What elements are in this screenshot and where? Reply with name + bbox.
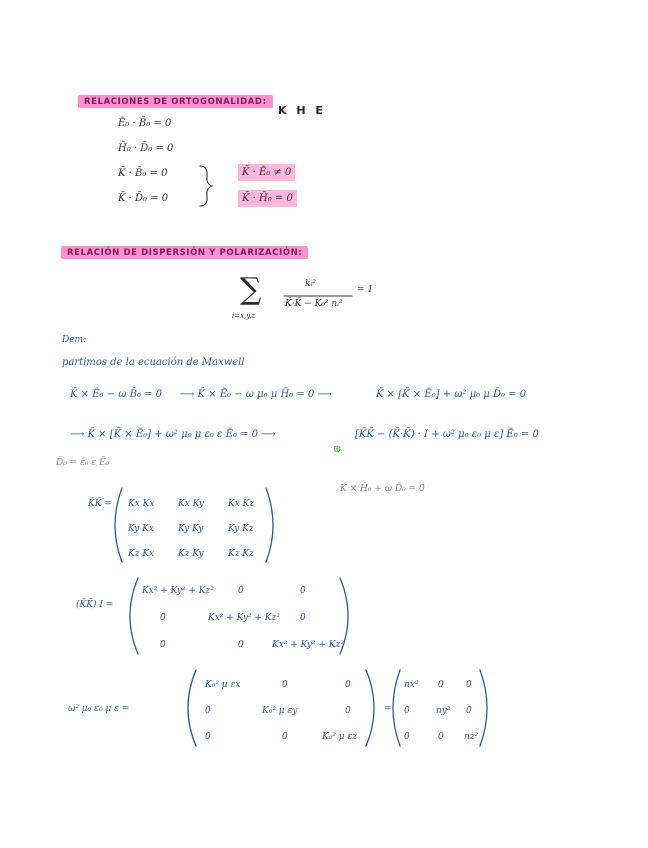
matrix-cell: Kx² + Ky² + Kz² (142, 586, 214, 596)
kki-left-paren (130, 578, 138, 654)
matrix-cell: nz² (464, 732, 479, 742)
n-right-paren (480, 670, 487, 746)
matrix-cell: 0 (404, 706, 410, 716)
d0-side-note: D̄₀ = ε₀ ε Ē₀ (56, 458, 110, 468)
highlight-k-e0: K̄ · Ē₀ ≠ 0 (238, 164, 295, 181)
proof-line1-c: K̄ × [K̄ × Ē₀] + ω² μ₀ μ D̄₀ = 0 (376, 389, 527, 400)
matrix-cell: 0 (300, 613, 306, 623)
fraction-denominator: K̄·K̄ − K₀² nᵢ² (285, 299, 343, 309)
matrix-cell: Kz Ky (178, 549, 204, 559)
n-left-paren (393, 670, 400, 746)
matrix-cell: Kx Kx (128, 499, 155, 509)
proof-line2-a: ⟶ K̄ × [K̄ × Ē₀] + ω² μ₀ μ ε₀ ε Ē₀ = 0 ⟶ (70, 429, 276, 440)
highlight-k-h0: K̄ · H̄₀ = 0 (238, 190, 297, 207)
matrix-cell: K₀² μ εx (205, 680, 241, 690)
section-heading-orthogonality: RELACIONES DE ORTOGONALIDAD: (78, 95, 273, 108)
matrix-cell: 0 (238, 586, 244, 596)
eps-left-paren (188, 670, 196, 746)
matrix-cell: 0 (466, 706, 472, 716)
matrix-cell: 0 (345, 680, 351, 690)
khe-label: K H E (278, 104, 326, 117)
matrix-cell: ny² (436, 706, 451, 716)
equation-k-d0: K̄ · D̄₀ = 0 (118, 193, 169, 204)
matrix-cell: Kz Kx (128, 549, 155, 559)
kk-right-paren (266, 488, 273, 562)
matrix-cell: Ky Ky (178, 524, 204, 534)
eps-right-paren (366, 670, 374, 746)
kk-matrix-label: K̄K̄ = (88, 499, 112, 509)
section-heading-dispersion: RELACIÓN DE DISPERSIÓN Y POLARIZACIÓN: (61, 246, 308, 259)
kki-matrix-label: (K̄K̄) I = (76, 600, 114, 610)
eps-matrix-label: ω² μ₀ ε₀ μ ε = (68, 704, 130, 714)
matrix-equals: = (384, 704, 392, 714)
matrix-cell: 0 (238, 640, 244, 650)
equation-e0-b0: Ē₀ · B̄₀ = 0 (118, 118, 172, 129)
kk-left-paren (115, 488, 122, 562)
sum-symbol: ∑ (240, 272, 262, 307)
equation-h0-d0: H̄₀ · D̄₀ = 0 (118, 143, 174, 154)
equation-k-b0: K̄ · B̄₀ = 0 (118, 168, 168, 179)
matrix-cell: 0 (438, 732, 444, 742)
dem-label: Dem: (62, 335, 87, 345)
matrix-cell: 0 (205, 706, 211, 716)
matrix-cell: 0 (205, 732, 211, 742)
matrix-cell: 0 (282, 732, 288, 742)
proof-line1-b: ⟶ K̄ × Ē₀ − ω μ₀ μ H̄₀ = 0 ⟶ (180, 389, 332, 400)
fraction-rhs: = 1 (357, 285, 374, 295)
proof-line1-a: K̄ × Ē₀ − ω B̄₀ = 0 (70, 389, 163, 400)
proof-intro: partimos de la ecuación de Maxwell (62, 357, 245, 368)
matrix-cell: K₀² μ εy (262, 706, 298, 716)
matrix-cell: 0 (300, 586, 306, 596)
sum-index: i=x,y,z (232, 312, 256, 320)
matrix-cell: K₀² μ εz (322, 732, 358, 742)
proof-line2-b: [K̄K̄ − (K̄·K̄) · I + ω² μ₀ ε₀ μ ε] Ē₀ = 0 (355, 429, 539, 440)
matrix-cell: Kx² + Ky² + Kz² (272, 640, 344, 650)
matrix-cell: nx² (404, 680, 419, 690)
kki-right-paren (340, 578, 348, 654)
matrix-cell: 0 (466, 680, 472, 690)
matrix-cell: Ky Kx (128, 524, 154, 534)
matrix-cell: 0 (404, 732, 410, 742)
matrix-cell: 0 (160, 640, 166, 650)
matrix-cell: Kx Ky (178, 499, 204, 509)
gray-note: K × H̄₀ + ω D̄₀ = 0 (340, 484, 425, 494)
matrix-cell: Ky Kz (228, 524, 254, 534)
matrix-cell: Kx Kz (228, 499, 255, 509)
curly-brace (200, 166, 212, 206)
matrix-cell: 0 (345, 706, 351, 716)
matrix-cell: Kz Kz (228, 549, 254, 559)
matrix-cell: 0 (438, 680, 444, 690)
matrix-cell: Kx² + Ky² + Kz² (208, 613, 280, 623)
matrix-cell: 0 (282, 680, 288, 690)
fraction-numerator: kᵢ² (305, 279, 316, 289)
matrix-cell: 0 (160, 613, 166, 623)
circle-plus-icon: ⊕ (333, 444, 342, 455)
